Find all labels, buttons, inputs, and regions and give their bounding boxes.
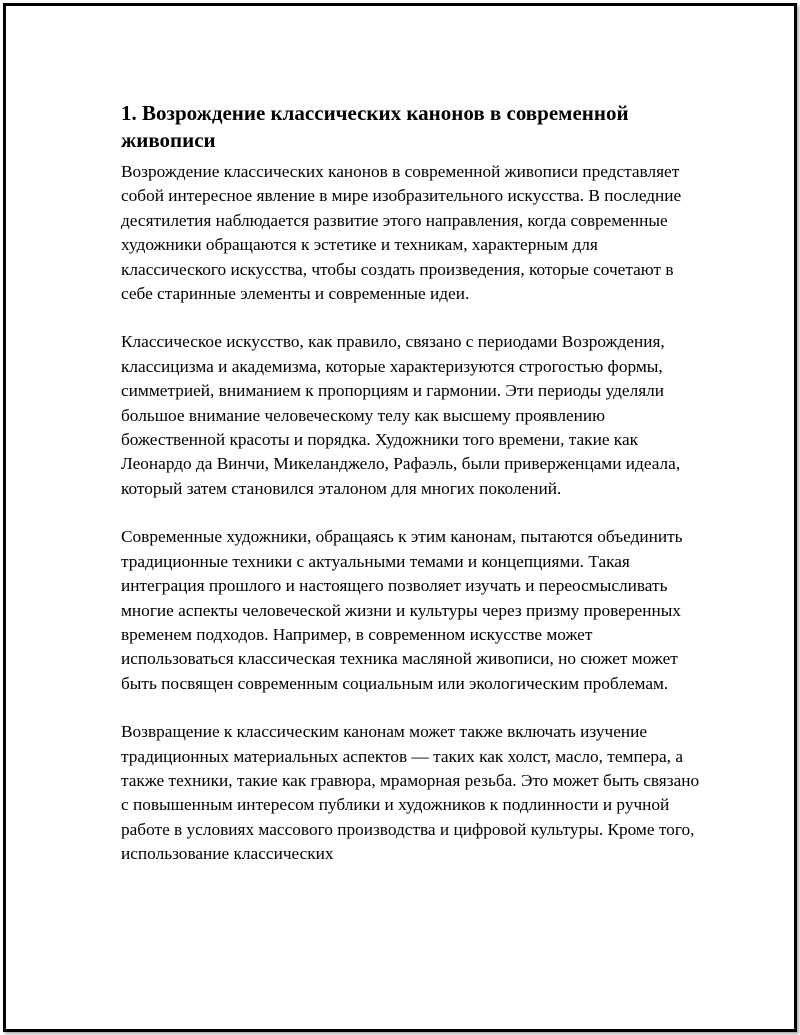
paragraph: Возвращение к классическим канонам может также включать изучение традиционных материальных аспектов — таких как холст, масло, темпера, а также техники, такие как гравюра, мраморная резьба. Это может быть связано с повышенным интересом публики и художников к подлинности и ручной работе в условиях массового производства и цифровой культуры. Кроме того, использование классических [121, 722, 700, 864]
paragraph: Возрождение классических канонов в современной живописи представляет собой интересное явление в мире изобразительного искусства. В последние десятилетия наблюдается развитие этого направления, когда современные художники обращаются к эстетике и техникам, характерным для классического искусства, чтобы создать произведения, которые сочетают в себе старинные элементы и современные идеи. [121, 162, 682, 304]
page-frame [3, 3, 797, 1032]
paragraph: Классическое искусство, как правило, связано с периодами Возрождения, классицизма и академизма, которые характеризуются строгостью формы, симметрией, вниманием к пропорциям и гармонии. Эти периоды уделяли большое внимание человеческому телу как высшему проявлению божественной красоты и порядка. Художники того времени, такие как Леонардо да Винчи, Микеланджело, Рафаэль, были приверженцами идеала, который затем становился эталоном для многих поколений. [121, 332, 681, 498]
document-body [121, 100, 701, 891]
section-heading: 1. Возрождение классических канонов в современной живописи [121, 101, 629, 152]
paragraph: Современные художники, обращаясь к этим канонам, пытаются объединить традиционные техники с актуальными темами и концепциями. Такая интеграция прошлого и настоящего позволяет изучать и переосмысливать многие аспекты человеческой жизни и культуры через призму проверенных временем подходов. Например, в современном искусстве может использоваться классическая техника масляной живописи, но сюжет может быть посвящен современным социальным или экологическим проблемам. [121, 527, 683, 693]
